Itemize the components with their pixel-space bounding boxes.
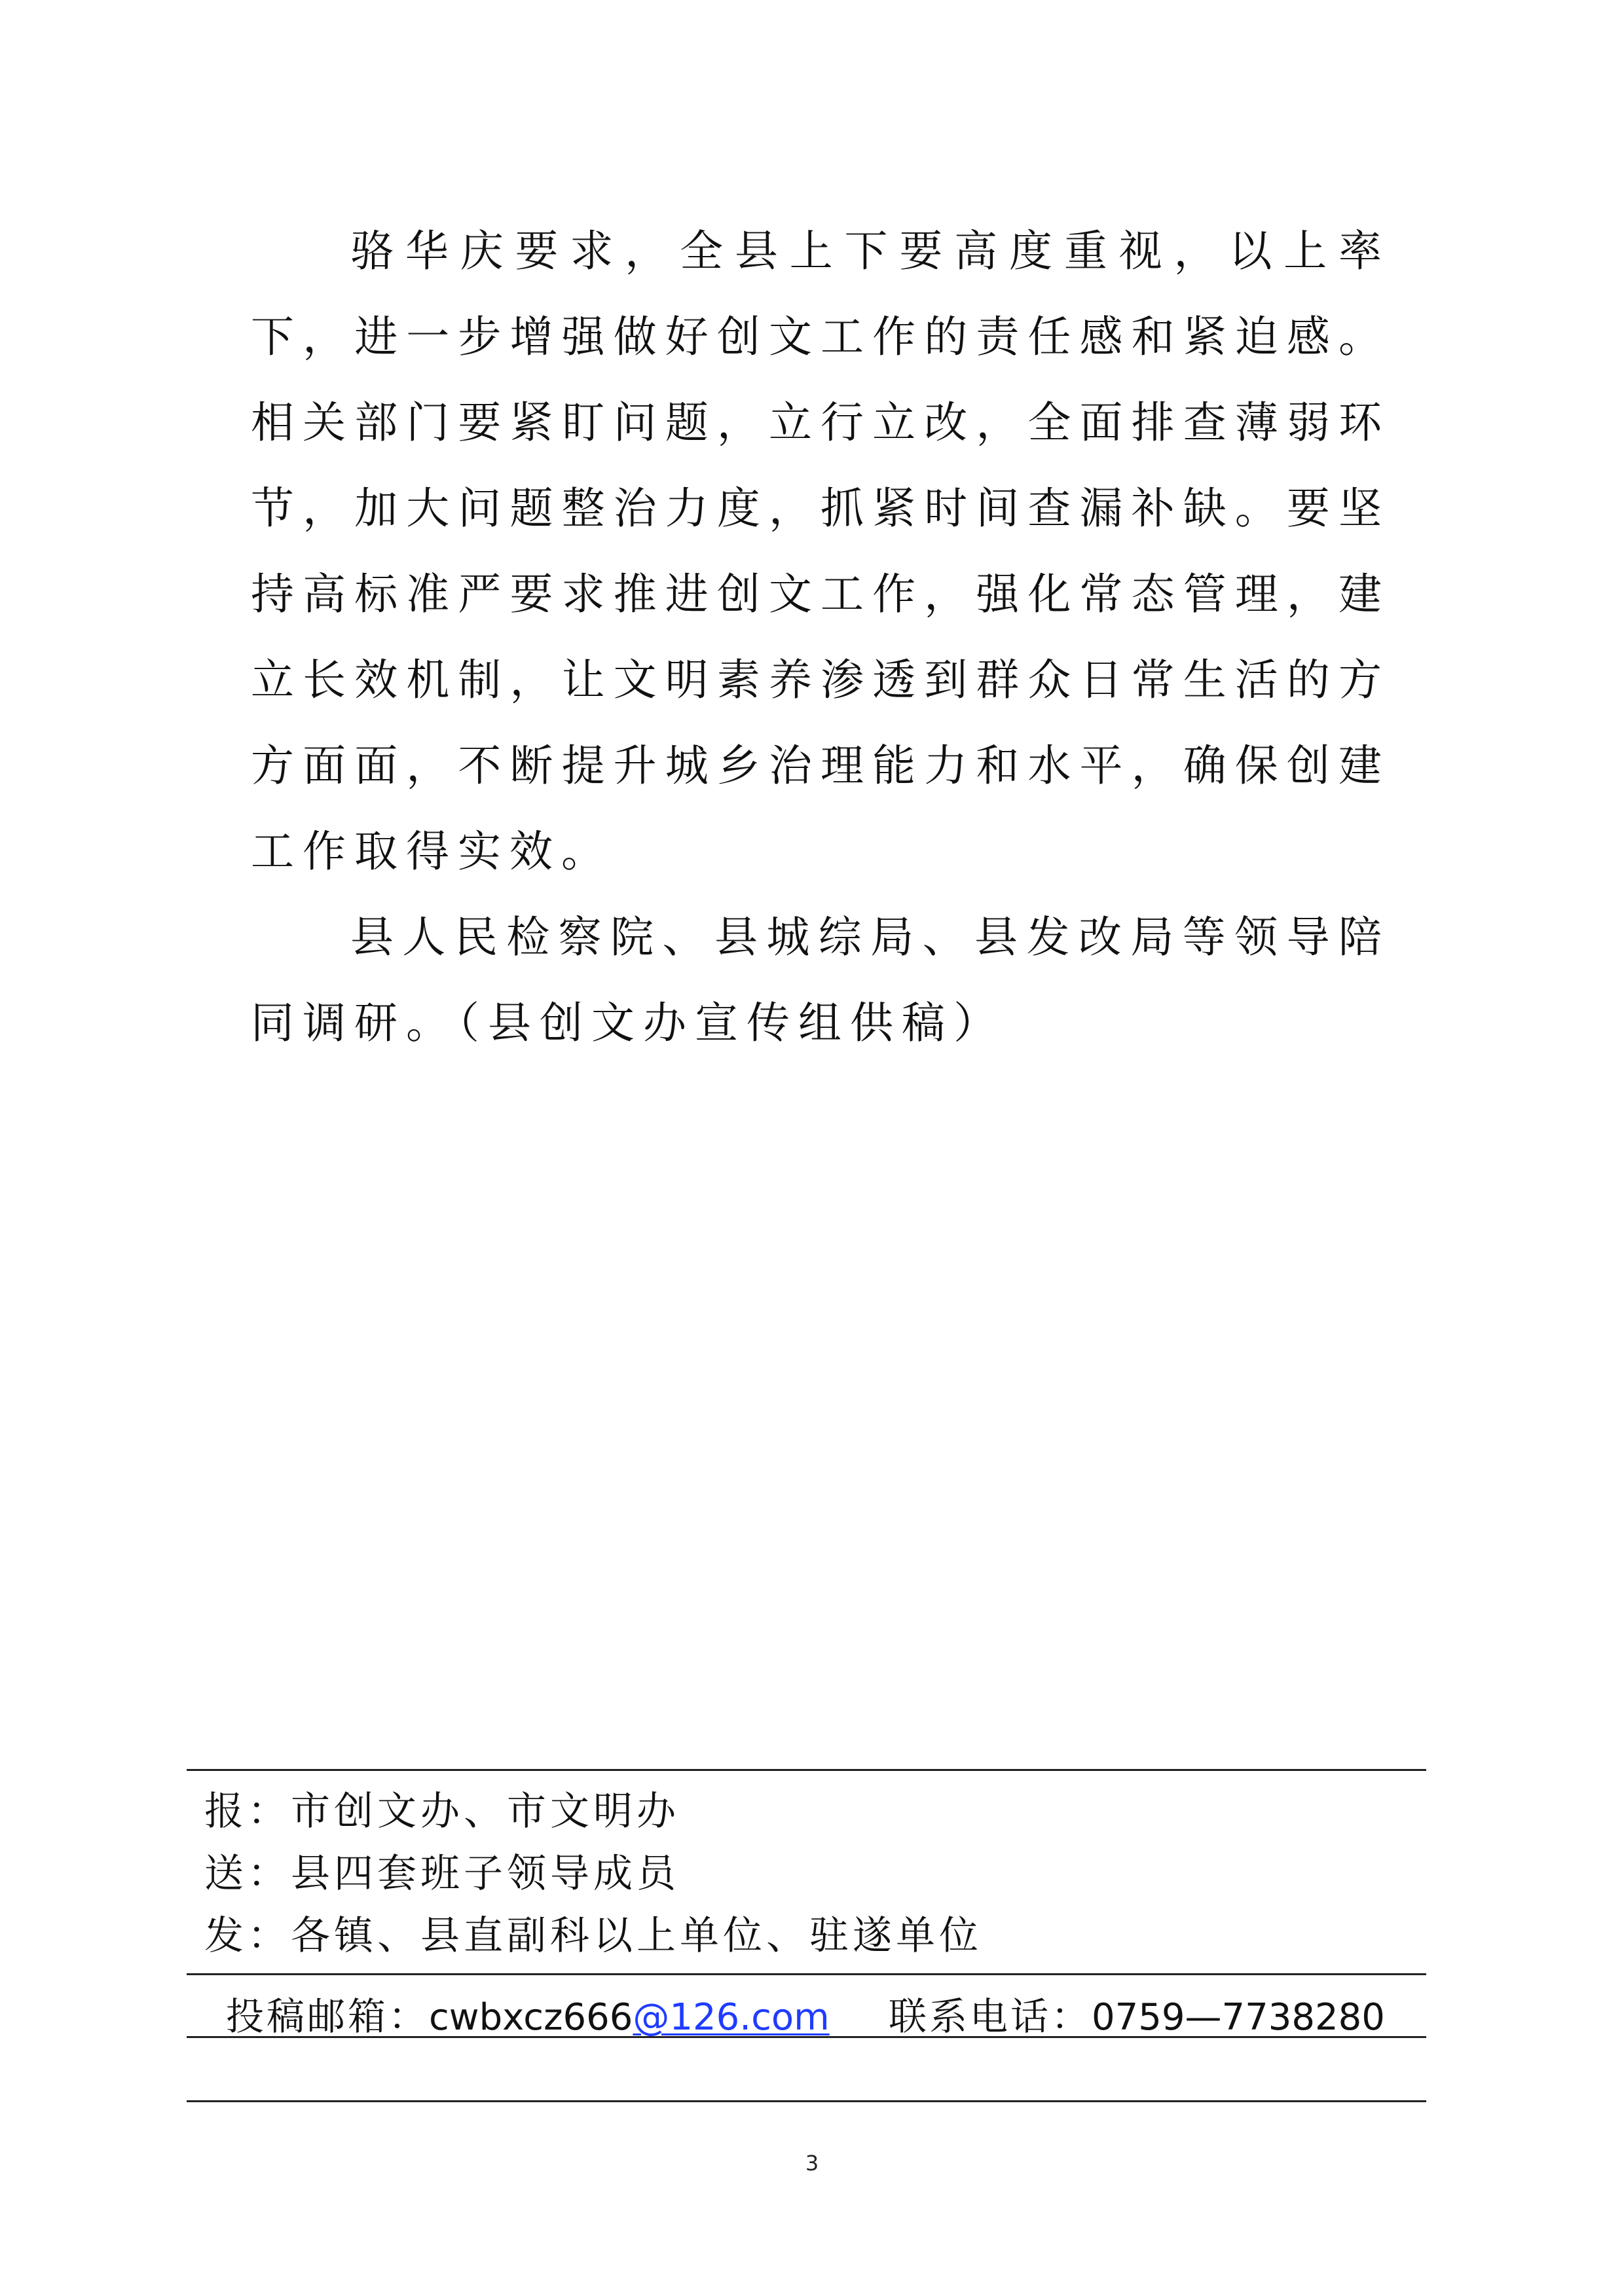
send-recipients: 送：县四套班子领导成员: [204, 1851, 680, 1897]
page-number: 3: [805, 2151, 819, 2176]
email-user: cwbxcz666: [429, 1996, 633, 2039]
divider-bottom: [187, 2100, 1426, 2102]
issue-recipients: 发：各镇、县直副科以上单位、驻遂单位: [204, 1913, 982, 1959]
divider-contact-bottom: [187, 2036, 1426, 2038]
report-recipients: 报：市创文办、市文明办: [204, 1789, 680, 1834]
divider-top: [187, 1769, 1426, 1771]
divider-middle: [187, 1973, 1426, 1975]
phone-label: 联系电话：: [889, 1994, 1092, 2039]
paragraph-requirements: 骆华庆要求，全县上下要高度重视，以上率下，进一步增强做好创文工作的责任感和紧迫感。相关部门要紧盯问题，立行立改，全面排查薄弱环节，加大问题整治力度，抓紧时间查漏补缺。要坚持高标准严要求推进创文工作，强化常态管理，建立长效机制，让文明素养渗透到群众日常生活的方方面面，不断提升城乡治理能力和水平，确保创建工作取得实效。: [251, 226, 1390, 877]
phone-number: 0759—7738280: [1092, 1996, 1385, 2039]
paragraph-accompanying: 县人民检察院、县城综局、县发改局等领导陪同调研。（县创文办宣传组供稿）: [251, 912, 1390, 1048]
email-domain-link[interactable]: @126.com: [633, 1996, 830, 2039]
article-body: [251, 208, 1390, 1066]
email-label: 投稿邮箱：: [226, 1994, 430, 2039]
